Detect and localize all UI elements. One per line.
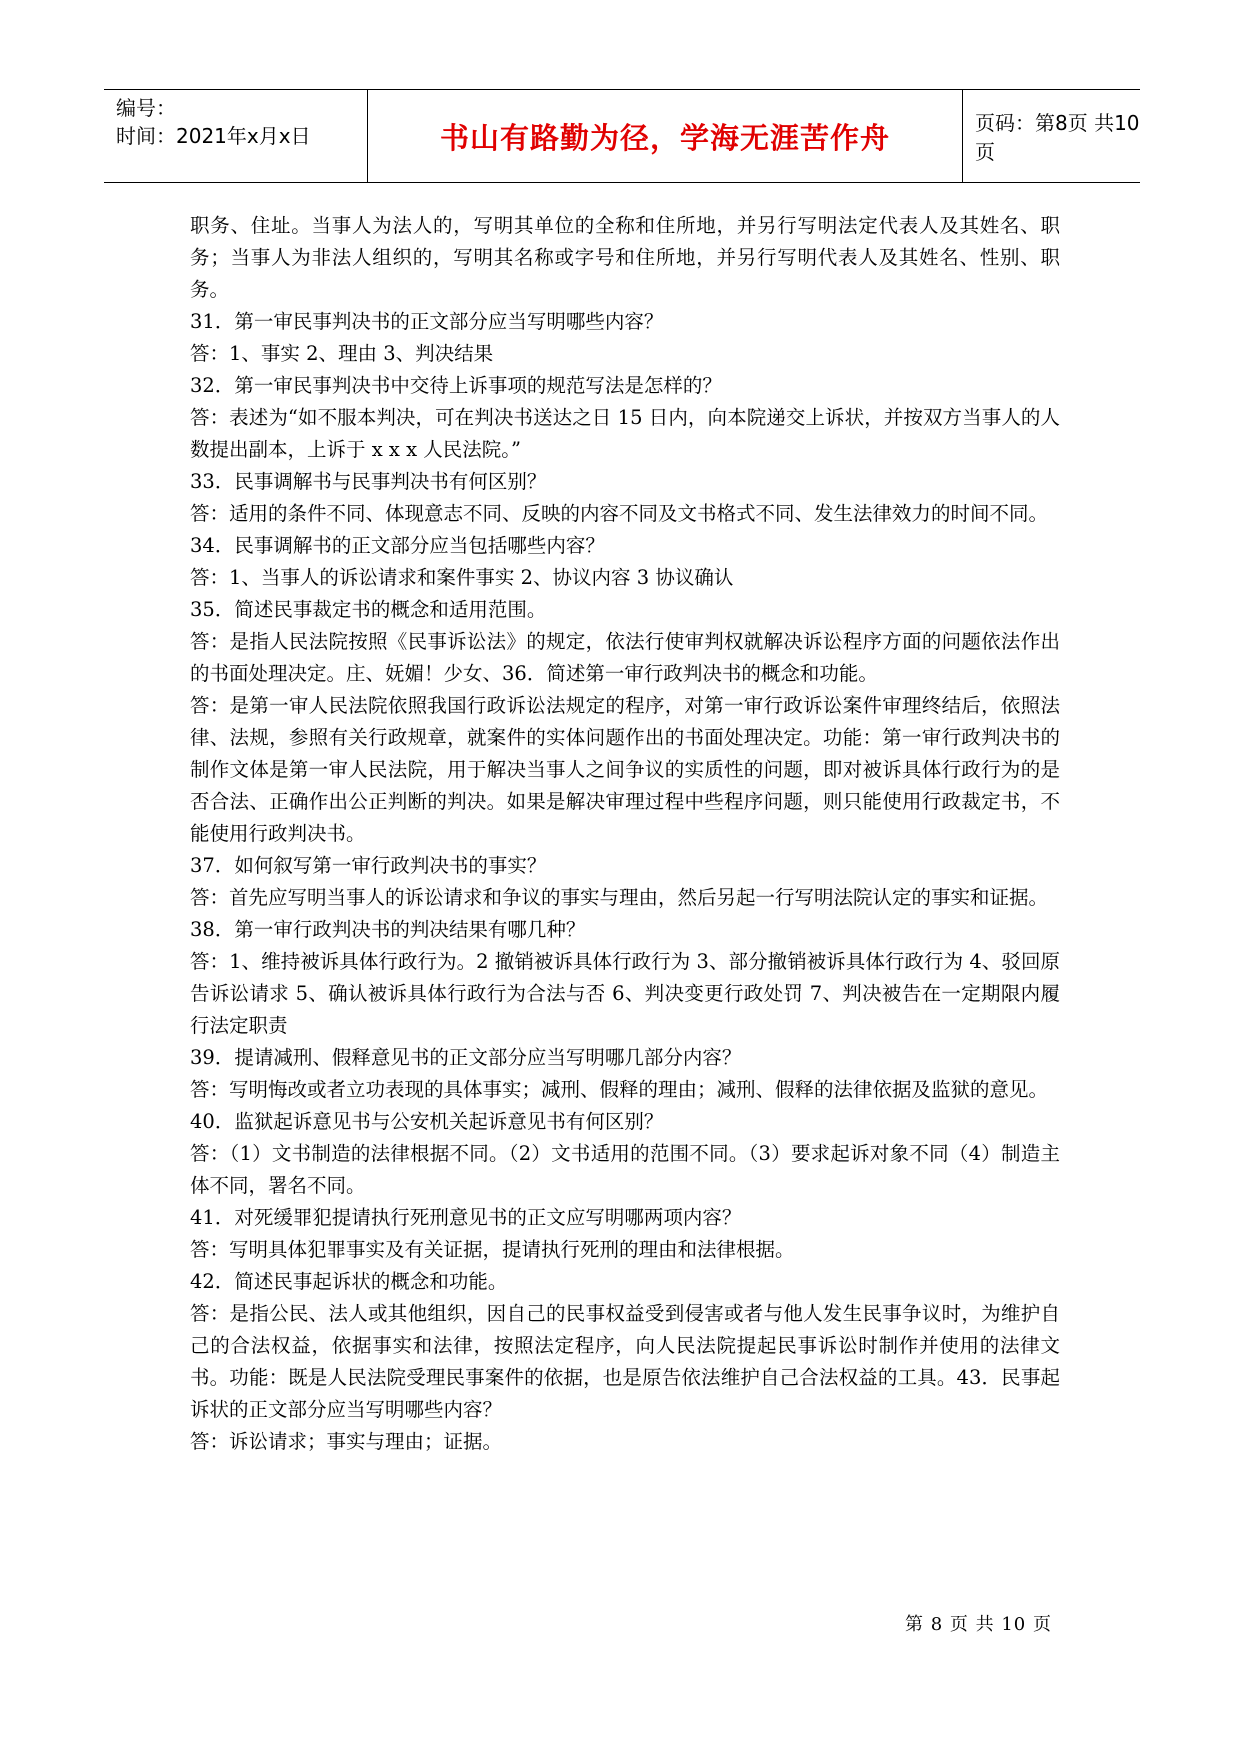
paragraph: 答：写明悔改或者立功表现的具体事实；减刑、假释的理由；减刑、假释的法律依据及监狱的意见。 xyxy=(190,1078,1049,1101)
paragraph: 答：诉讼请求；事实与理由；证据。 xyxy=(190,1430,503,1453)
paragraph: 37．如何叙写第一审行政判决书的事实？ xyxy=(190,854,547,877)
header-motto: 书山有路勤为径，学海无涯苦作舟 xyxy=(439,120,890,155)
paragraph: 35．简述民事裁定书的概念和适用范围。 xyxy=(190,598,547,621)
paragraph: 41．对死缓罪犯提请执行死刑意见书的正文应写明哪两项内容？ xyxy=(190,1206,742,1229)
paragraph: 答：1、事实 2、理由 3、判决结果 xyxy=(190,342,494,365)
paragraph: 32．第一审民事判决书中交待上诉事项的规范写法是怎样的？ xyxy=(190,374,722,397)
paragraph: 答：适用的条件不同、体现意志不同、反映的内容不同及文书格式不同、发生法律效力的时间不同。 xyxy=(190,502,1049,525)
paragraph: 39．提请减刑、假释意见书的正文部分应当写明哪几部分内容？ xyxy=(190,1046,742,1069)
paragraph: 40．监狱起诉意见书与公安机关起诉意见书有何区别？ xyxy=(190,1110,664,1133)
page-header xyxy=(104,89,1140,183)
paragraph: 33．民事调解书与民事判决书有何区别？ xyxy=(190,470,547,493)
paragraph: 答：1、维持被诉具体行政行为。2 撤销被诉具体行政行为 3、部分撤销被诉具体行政行为 4、驳回原告诉讼请求 5、确认被诉具体行政行为合法与否 6、判决变更行政处罚 7、判决被告在一定期限内履行法定职责 xyxy=(190,950,1060,1037)
document-number-label: 编号： xyxy=(116,96,176,120)
header-page-number: 页码：第8页 共10页 xyxy=(975,111,1140,164)
paragraph: 34．民事调解书的正文部分应当包括哪些内容？ xyxy=(190,534,605,557)
paragraph: 答：是指人民法院按照《民事诉讼法》的规定，依法行使审判权就解决诉讼程序方面的问题依法作出的书面处理决定。庄、妩媚！少女、36．简述第一审行政判决书的概念和功能。 xyxy=(190,630,1060,685)
page-footer: 第 8 页 共 10 页 xyxy=(905,1614,1052,1635)
paragraph: 答：首先应写明当事人的诉讼请求和争议的事实与理由，然后另起一行写明法院认定的事实和证据。 xyxy=(190,886,1049,909)
paragraph: 答：（1）文书制造的法律根据不同。（2）文书适用的范围不同。（3）要求起诉对象不同（4）制造主体不同，署名不同。 xyxy=(190,1142,1060,1197)
paragraph: 31．第一审民事判决书的正文部分应当写明哪些内容？ xyxy=(190,310,664,333)
header-divider xyxy=(962,90,963,182)
document-body xyxy=(190,210,1060,1458)
header-divider xyxy=(367,90,368,182)
paragraph: 答：是指公民、法人或其他组织，因自己的民事权益受到侵害或者与他人发生民事争议时，为维护自己的合法权益，依据事实和法律，按照法定程序，向人民法院提起民事诉讼时制作并使用的法律文书。功能：既是人民法院受理民事案件的依据，也是原告依法维护自己合法权益的工具。43．民事起诉状的正文部分应当写明哪些内容？ xyxy=(190,1302,1060,1421)
paragraph: 答：是第一审人民法院依照我国行政诉讼法规定的程序，对第一审行政诉讼案件审理终结后，依照法律、法规，参照有关行政规章，就案件的实体问题作出的书面处理决定。功能：第一审行政判决书的制作文体是第一审人民法院，用于解决当事人之间争议的实质性的问题，即对被诉具体行政行为的是否合法、正确作出公正判断的判决。如果是解决审理过程中些程序问题，则只能使用行政裁定书，不能使用行政判决书。 xyxy=(190,694,1060,845)
header-meta xyxy=(116,94,364,150)
paragraph: 42．简述民事起诉状的概念和功能。 xyxy=(190,1270,508,1293)
document-time-label: 时间：2021年x月x日 xyxy=(116,124,311,148)
paragraph: 答：表述为“如不服本判决，可在判决书送达之日 15 日内，向本院递交上诉状，并按双方当事人的人数提出副本，上诉于 x x x 人民法院。” xyxy=(190,406,1060,461)
paragraph: 职务、住址。当事人为法人的，写明其单位的全称和住所地，并另行写明法定代表人及其姓名、职务；当事人为非法人组织的，写明其名称或字号和住所地，并另行写明代表人及其姓名、性别、职务。 xyxy=(190,214,1060,301)
paragraph: 38．第一审行政判决书的判决结果有哪几种？ xyxy=(190,918,586,941)
paragraph: 答：写明具体犯罪事实及有关证据，提请执行死刑的理由和法律根据。 xyxy=(190,1238,795,1261)
paragraph: 答：1、当事人的诉讼请求和案件事实 2、协议内容 3 协议确认 xyxy=(190,566,734,589)
